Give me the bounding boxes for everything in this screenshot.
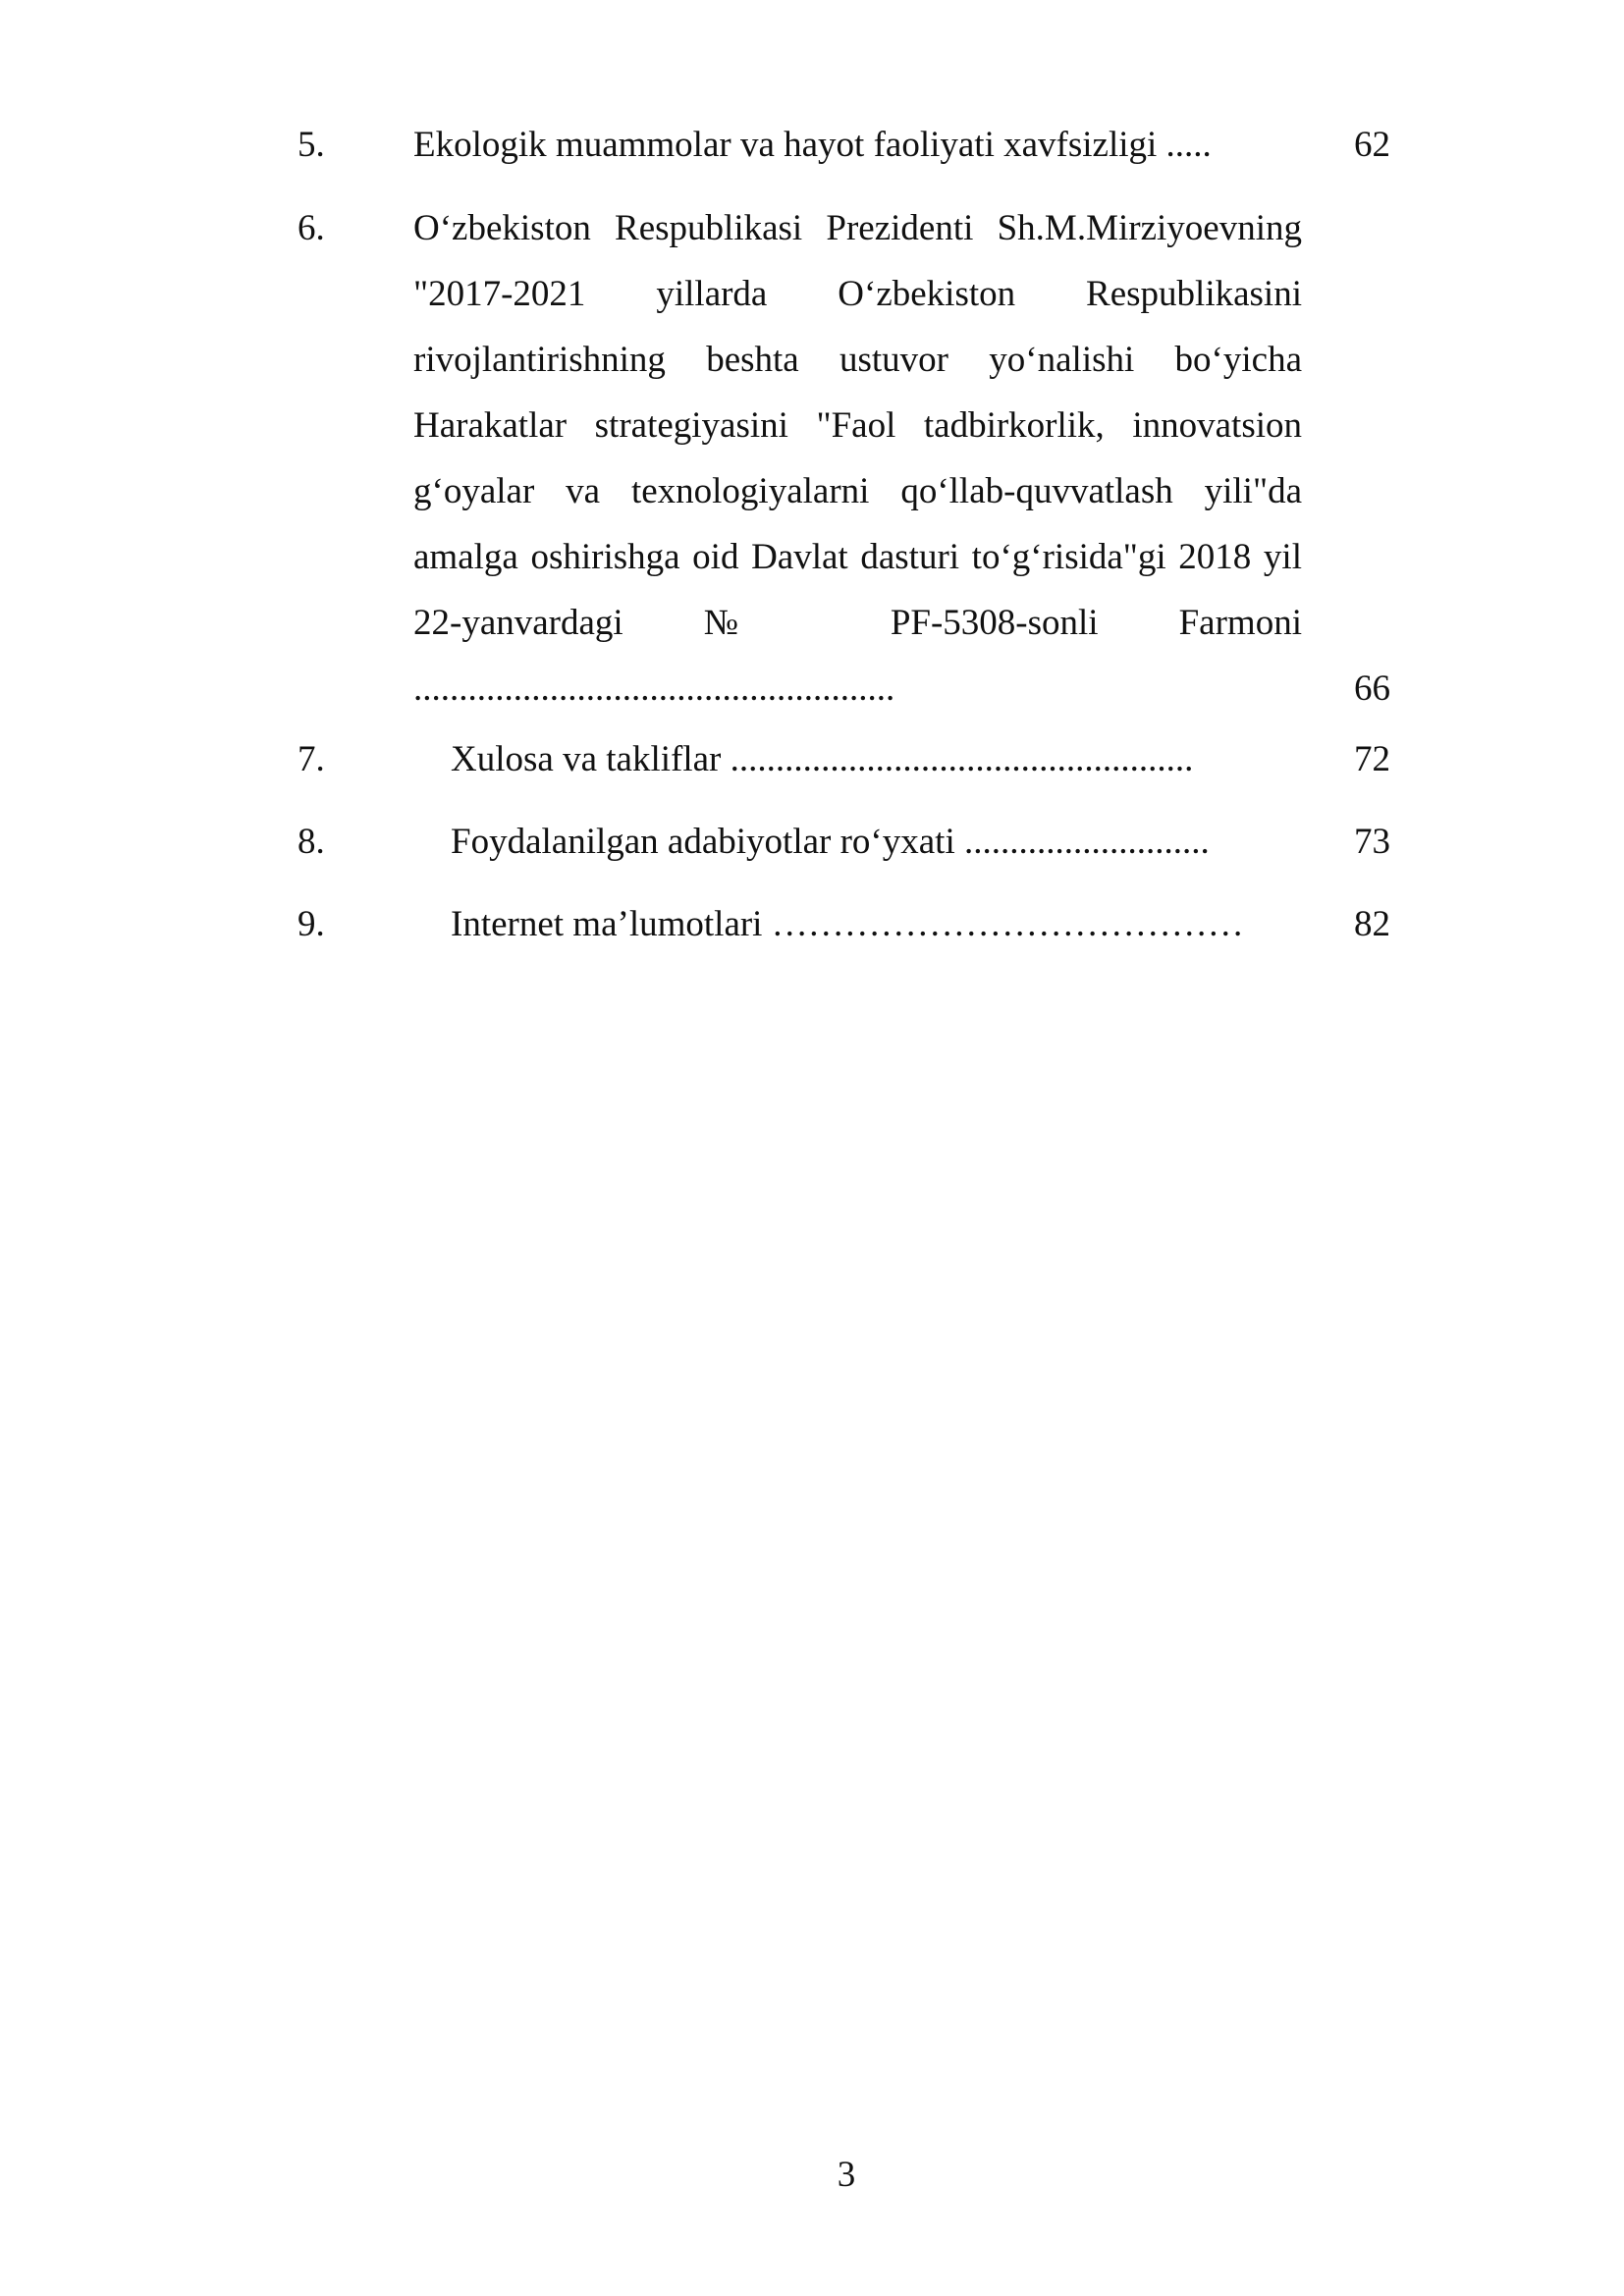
- toc-entry-number: 5.: [298, 125, 325, 165]
- toc-entry-page: 62: [1354, 125, 1390, 165]
- toc-entry-title: Internet ma’lumotlari …………………………………: [451, 904, 1244, 944]
- toc-entry-page: 73: [1354, 822, 1390, 862]
- toc-entry-title: Ekologik muammolar va hayot faoliyati xavfsizligi .....: [413, 125, 1212, 165]
- toc-entry-number: 8.: [298, 822, 325, 862]
- toc-entry-page: 72: [1354, 739, 1390, 779]
- toc-entry-page: 66: [1354, 668, 1390, 709]
- toc-entry-number: 9.: [298, 904, 325, 944]
- toc-entry-title: Foydalanilgan adabiyotlar ro‘yxati ...........................: [451, 822, 1210, 862]
- page-number: 3: [837, 2155, 856, 2195]
- toc-entry-title: O‘zbekiston Respublikasi Prezidenti Sh.M.Mirziyoevning "2017-2021 yillarda O‘zbekiston Respublikasini rivojlantirishning beshta ustuvor yo‘nalishi bo‘yicha Harakatlar strategiyasini "Faol tadbirkorlik, innovatsion g‘oyalar va texnologiyalarni qo‘llab-quvvatlash yili"da amalga oshirishga oid Davlat dasturi to‘g‘risida"gi 2018 yil 22-yanvardagi № PF-5308-sonli Farmoni .....................................................: [413, 208, 1302, 709]
- toc-entry-number: 7.: [298, 739, 325, 779]
- toc-entry-number: 6.: [298, 208, 325, 248]
- toc-entry-title: Xulosa va takliflar ...................................................: [451, 739, 1194, 779]
- toc-entry-page: 82: [1354, 904, 1390, 944]
